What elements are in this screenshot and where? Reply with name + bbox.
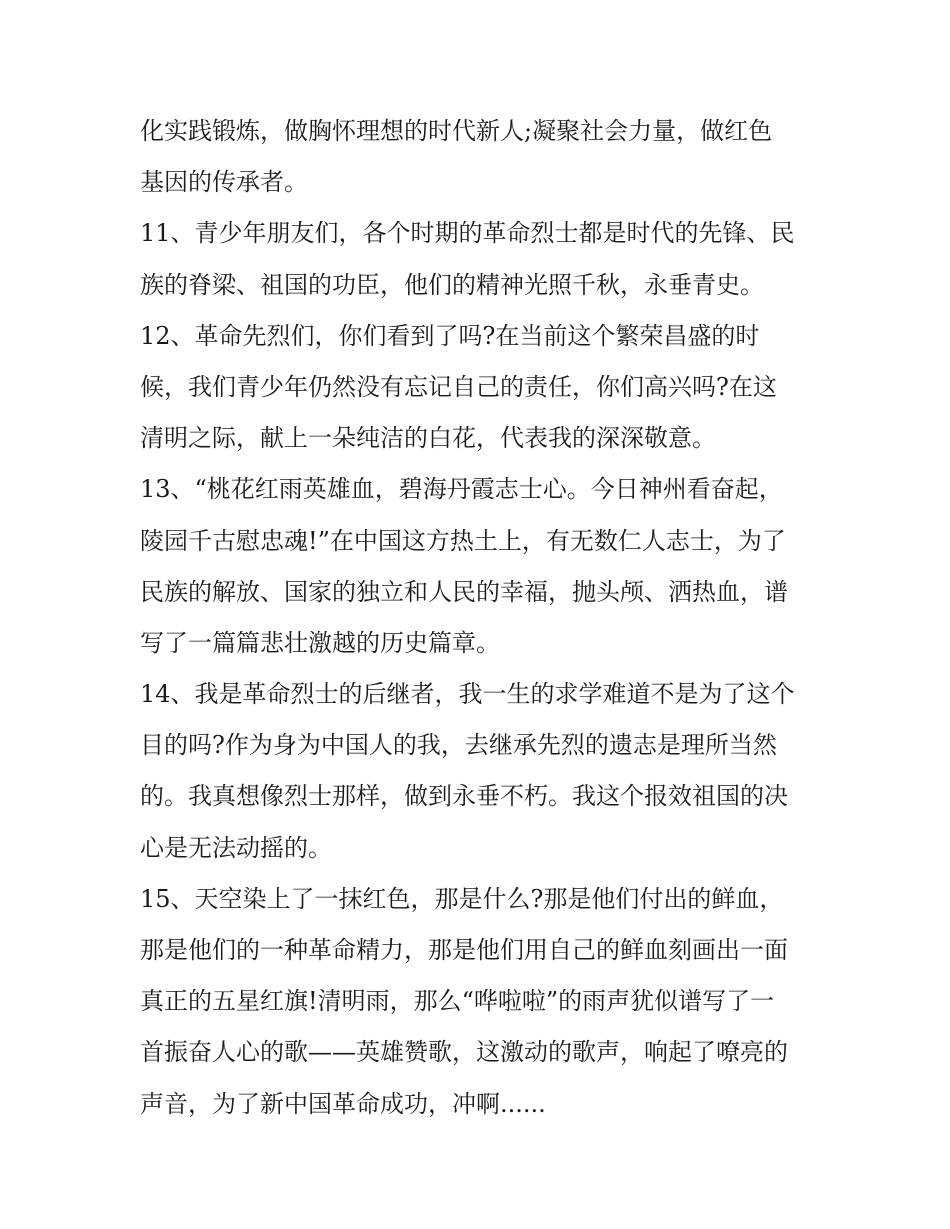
text-line: 候，我们青少年仍然没有忘记自己的责任，你们高兴吗?在这 bbox=[140, 372, 777, 401]
text-line: 那是他们的一种革命精力，那是他们用自己的鲜血刻画出一面 bbox=[140, 936, 788, 964]
text-line: 基因的传承者。 bbox=[140, 168, 308, 197]
text-line: 声音，为了新中国革命成功，冲啊...... bbox=[140, 1089, 546, 1118]
text-line: 心是无法动摇的。 bbox=[140, 833, 332, 862]
text-line: 首振奋人心的歌——英雄赞歌，这激动的歌声，响起了嘹亮的 bbox=[140, 1038, 788, 1067]
text-line: 12、革命先烈们，你们看到了吗?在当前这个繁荣昌盛的时 bbox=[140, 321, 760, 350]
text-line: 11、青少年朋友们，各个时期的革命烈士都是时代的先锋、民 bbox=[140, 219, 795, 248]
text-line: 陵园千古慰忠魂!”在中国这方热土上，有无数仁人志士，为了 bbox=[140, 526, 786, 555]
text-line: 写了一篇篇悲壮激越的历史篇章。 bbox=[140, 628, 500, 657]
document-body-text bbox=[140, 106, 820, 1130]
text-line: 13、“桃花红雨英雄血，碧海丹霞志士心。今日神州看奋起， bbox=[140, 475, 783, 504]
text-line: 真正的五星红旗!清明雨，那么“哗啦啦”的雨声犹似谱写了一 bbox=[140, 987, 775, 1016]
text-line: 清明之际，献上一朵纯洁的白花，代表我的深深敬意。 bbox=[140, 424, 716, 453]
text-line: 15、天空染上了一抹红色，那是什么?那是他们付出的鲜血， bbox=[140, 884, 784, 913]
text-line: 化实践锻炼，做胸怀理想的时代新人;凝聚社会力量，做红色 bbox=[140, 117, 773, 145]
text-line: 族的脊梁、祖国的功臣，他们的精神光照千秋，永垂青史。 bbox=[140, 270, 764, 299]
text-line: 14、我是革命烈士的后继者，我一生的求学难道不是为了这个 bbox=[140, 680, 795, 709]
text-line: 民族的解放、国家的独立和人民的幸福，抛头颅、洒热血，谱 bbox=[140, 577, 788, 606]
text-line: 目的吗?作为身为中国人的我，去继承先烈的遗志是理所当然 bbox=[140, 731, 777, 760]
text-line: 的。我真想像烈士那样，做到永垂不朽。我这个报效祖国的决 bbox=[140, 782, 788, 811]
